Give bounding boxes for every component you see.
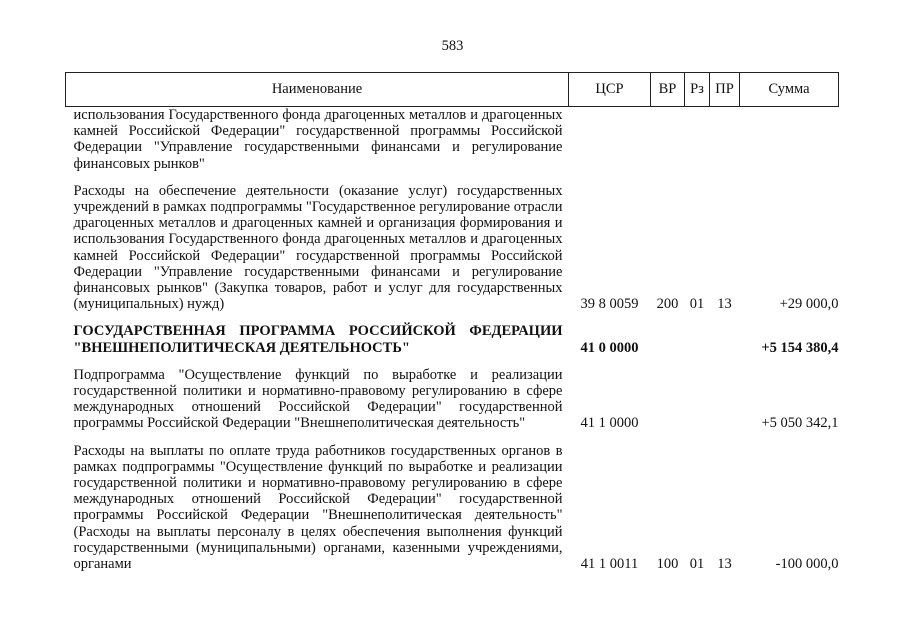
row-pr <box>710 107 740 172</box>
row-vr: 100 <box>656 556 679 573</box>
row-csr: 41 1 0000 <box>580 415 639 432</box>
row-csr: 41 1 0011 <box>580 556 639 573</box>
table-row <box>66 183 839 313</box>
row-vr <box>651 323 685 355</box>
row-pr: 13 <box>717 296 732 313</box>
row-rz <box>685 107 710 172</box>
table-row <box>66 323 839 355</box>
header-sum: Сумма <box>740 73 839 107</box>
row-sum: +5 050 342,1 <box>761 415 839 432</box>
row-rz <box>685 367 710 432</box>
row-vr <box>651 107 685 172</box>
row-spacer <box>66 356 839 367</box>
budget-table <box>65 72 839 572</box>
row-sum <box>740 107 839 172</box>
table-row <box>66 367 839 432</box>
header-row <box>66 73 839 107</box>
row-vr <box>651 367 685 432</box>
row-name: использования Государственного фонда драгоценных металлов и драгоценных камней Российской Федерации" государственной программы Российской Федерации "Управление государственными финансами и регулирование финансовых рынков" <box>73 107 563 172</box>
table-header <box>66 73 839 107</box>
row-sum: +5 154 380,4 <box>761 339 839 356</box>
row-vr: 200 <box>656 296 679 313</box>
row-pr <box>710 367 740 432</box>
header-pr: ПР <box>710 73 740 107</box>
header-rz: Рз <box>685 73 710 107</box>
row-csr: 41 0 0000 <box>580 339 639 356</box>
row-name: Подпрограмма "Осуществление функций по выработке и реализации государственной политики и нормативно-правовому регулированию в сфере международных отношений Российской Федерации" государственной программы Российской Федерации "Внешнеполитическая деятельность" <box>73 366 563 432</box>
row-name: Расходы на выплаты по оплате труда работников государственных органов в рамках подпрограммы "Осуществление функций по выработке и реализации государственной политики и нормативно-правовому регулированию в сфере международных отношений Российской Федерации" государственной программы Российской Федерации "Внешнеполитическая деятельность" (Расходы на выплаты персоналу в целях обеспечения выполнения функций государственными (муниципальными) органами, казенными учреждениями, органами <box>73 442 563 573</box>
row-spacer <box>66 432 839 443</box>
page-number: 583 <box>441 38 464 54</box>
table-row <box>66 443 839 573</box>
header-csr: ЦСР <box>569 73 651 107</box>
row-spacer <box>66 172 839 183</box>
row-rz <box>685 323 710 355</box>
row-sum: +29 000,0 <box>779 296 839 313</box>
row-rz: 01 <box>689 556 705 573</box>
header-name: Наименование <box>66 73 569 107</box>
row-csr: 39 8 0059 <box>580 296 639 313</box>
row-name: Расходы на обеспечение деятельности (оказание услуг) государственных учреждений в рамках подпрограммы "Государственное регулирование отрасли драгоценных металлов и драгоценных камней и организация формирования и использования Государственного фонда драгоценных металлов и драгоценных камней Российской Федерации" государственной программы Российской Федерации "Управление государственными финансами и регулирование финансовых рынков" (Закупка товаров, работ и услуг для государственных (муниципальных) нужд) <box>73 182 563 313</box>
row-pr: 13 <box>717 556 732 573</box>
row-csr <box>569 107 651 172</box>
table-body <box>66 107 839 573</box>
row-name: ГОСУДАРСТВЕННАЯ ПРОГРАММА РОССИЙСКОЙ ФЕДЕРАЦИИ "ВНЕШНЕПОЛИТИЧЕСКАЯ ДЕЯТЕЛЬНОСТЬ" <box>73 323 563 356</box>
table-row <box>66 107 839 172</box>
row-rz: 01 <box>689 296 705 313</box>
row-sum: -100 000,0 <box>775 556 839 573</box>
budget-table-container <box>65 72 838 572</box>
row-pr <box>710 323 740 355</box>
row-spacer <box>66 312 839 323</box>
header-vr: ВР <box>651 73 685 107</box>
